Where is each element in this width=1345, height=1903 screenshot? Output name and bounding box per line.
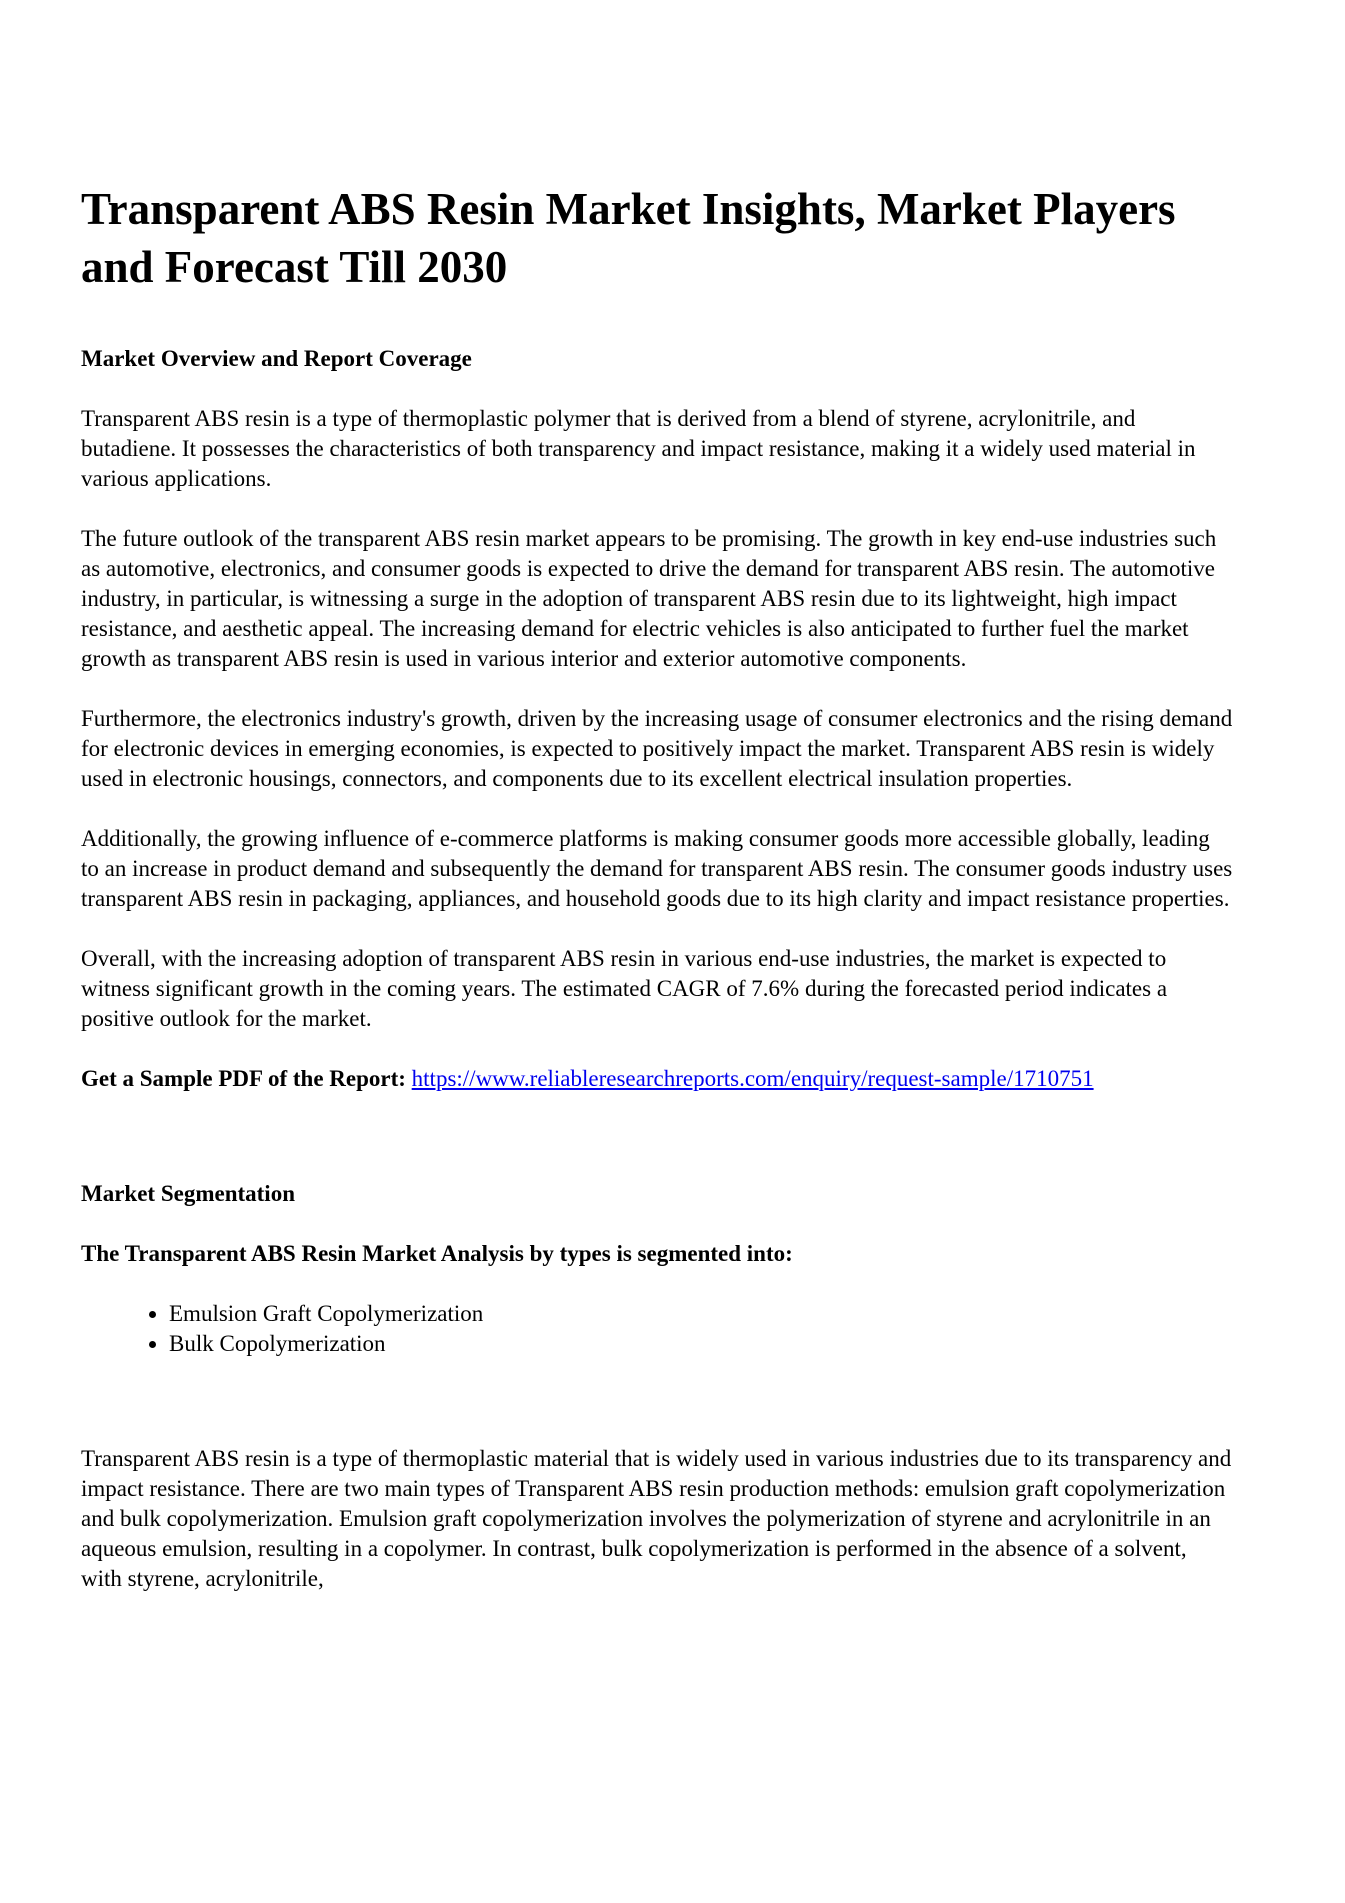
overview-paragraph-3: Furthermore, the electronics industry's growth, driven by the increasing usage of consumer electronics and the rising demand for electronic devices in emerging economies, is expected to positively impact the market. Transparent ABS resin is widely used in electronic housings, connectors, and components due to its excellent electrical insulation properties. bbox=[81, 706, 1233, 791]
overview-paragraph-4: Additionally, the growing influence of e-commerce platforms is making consumer goods more accessible globally, leading to an increase in product demand and subsequently the demand for transparent ABS resin. The consumer goods industry uses transparent ABS resin in packaging, appliances, and household goods due to its high clarity and impact resistance properties. bbox=[81, 826, 1233, 911]
sample-report-cta bbox=[81, 1064, 1233, 1094]
type-list-item-bulk: • Bulk Copolymerization bbox=[169, 1329, 1233, 1359]
sample-report-label: Get a Sample PDF of the Report: bbox=[81, 1066, 406, 1091]
types-intro: The Transparent ABS Resin Market Analysis by types is segmented into: bbox=[81, 1241, 793, 1266]
sample-report-link[interactable]: https://www.reliableresearchreports.com/enquiry/request-sample/1710751 bbox=[411, 1066, 1094, 1091]
overview-paragraph-2: The future outlook of the transparent ABS resin market appears to be promising. The growth in key end-use industries such as automotive, electronics, and consumer goods is expected to drive the demand for transparent ABS resin. The automotive industry, in particular, is witnessing a surge in the adoption of transparent ABS resin due to its lightweight, high impact resistance, and aesthetic appeal. The increasing demand for electric vehicles is also anticipated to further fuel the market growth as transparent ABS resin is used in various interior and exterior automotive components. bbox=[81, 526, 1217, 671]
section-heading-overview: Market Overview and Report Coverage bbox=[81, 346, 472, 371]
type-list-item-emulsion: • Emulsion Graft Copolymerization bbox=[169, 1299, 1233, 1329]
overview-paragraph-1: Transparent ABS resin is a type of thermoplastic polymer that is derived from a blend of styrene, acrylonitrile, and butadiene. It possesses the characteristics of both transparency and impact resistance, making it a widely used material in various applications. bbox=[81, 406, 1196, 491]
types-description: Transparent ABS resin is a type of thermoplastic material that is widely used in various industries due to its transparency and impact resistance. There are two main types of Transparent ABS resin production methods: emulsion graft copolymerization and bulk copolymerization. Emulsion graft copolymerization involves the polymerization of styrene and acrylonitrile in an aqueous emulsion, resulting in a copolymer. In contrast, bulk copolymerization is performed in the absence of a solvent, with styrene, acrylonitrile, bbox=[81, 1446, 1232, 1591]
page-title: Transparent ABS Resin Market Insights, Market Players and Forecast Till 2030 bbox=[81, 184, 1176, 292]
types-list bbox=[81, 1299, 1233, 1359]
overview-paragraph-5: Overall, with the increasing adoption of transparent ABS resin in various end-use industries, the market is expected to witness significant growth in the coming years. The estimated CAGR of 7.6% during the forecasted period indicates a positive outlook for the market. bbox=[81, 946, 1168, 1031]
section-heading-segmentation: Market Segmentation bbox=[81, 1181, 295, 1206]
